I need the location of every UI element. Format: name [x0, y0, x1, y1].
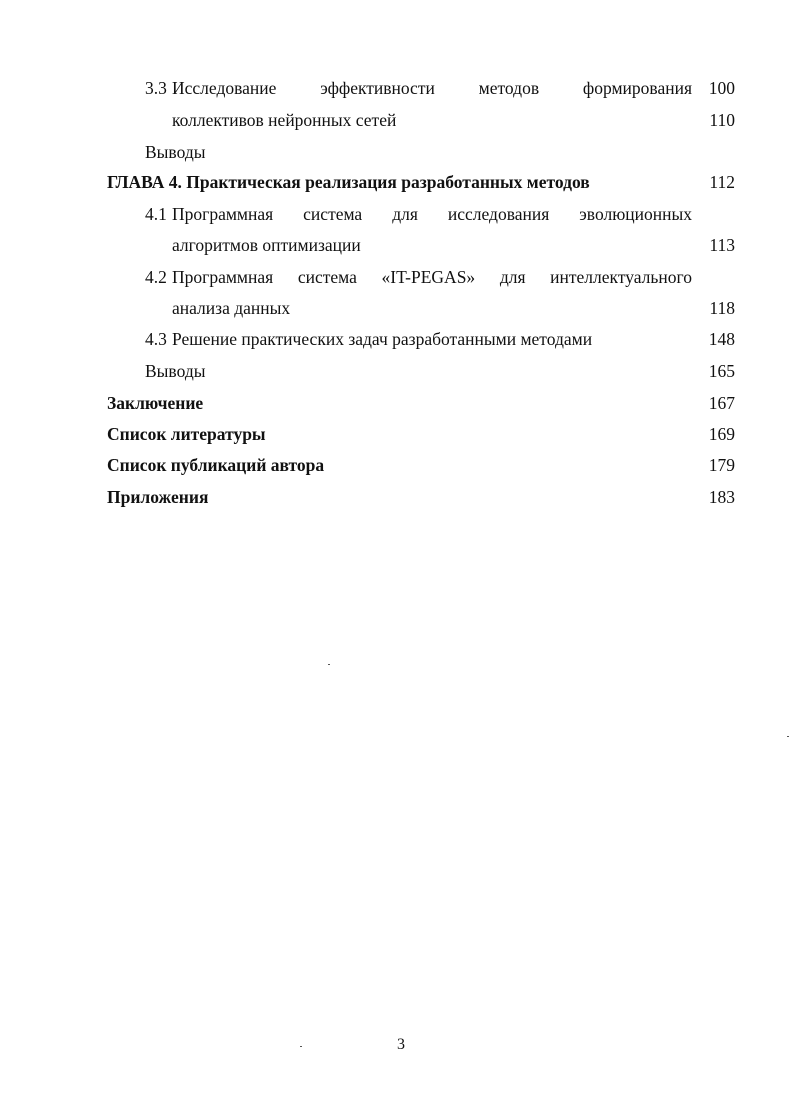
scan-speck — [787, 736, 789, 737]
page-number: 118 — [709, 298, 735, 318]
scan-speck — [300, 1046, 302, 1047]
section-title: Программная система для исследования эволюционных — [172, 204, 692, 224]
toc-entry-3-3-continued[interactable] — [0, 106, 794, 134]
section-title: Решение практических задач разработанными методами — [172, 329, 593, 349]
section-title-continuation: коллективов нейронных сетей — [172, 110, 397, 130]
toc-entry-4-1[interactable] — [0, 200, 794, 228]
page-number: 110 — [709, 110, 735, 130]
chapter-title: Заключение — [107, 393, 204, 413]
section-number: 3.3 — [145, 78, 167, 98]
toc-entry-3-3[interactable] — [0, 74, 794, 102]
toc-entry-publications[interactable] — [0, 451, 794, 479]
page-number: 148 — [708, 329, 735, 349]
page-number: 183 — [708, 487, 735, 507]
toc-entry-references[interactable] — [0, 420, 794, 448]
section-number: 4.2 — [145, 267, 167, 287]
toc-entry-ch4-conclusions[interactable] — [0, 357, 794, 385]
page-number: 112 — [709, 172, 735, 192]
section-title: Исследование эффективности методов формирования — [172, 78, 692, 98]
page-number: 169 — [708, 424, 735, 444]
section-title-continuation: анализа данных — [172, 298, 291, 318]
chapter-title: ГЛАВА 4. Практическая реализация разработанных методов — [107, 172, 590, 192]
toc-entry-4-3[interactable] — [0, 325, 794, 353]
toc-entry-ch3-conclusions[interactable] — [0, 138, 794, 166]
toc-entry-4-1-continued[interactable] — [0, 231, 794, 259]
section-title: Выводы — [145, 142, 206, 162]
page-number: 179 — [708, 455, 735, 475]
page-number: 100 — [708, 78, 735, 98]
chapter-title: Список литературы — [107, 424, 266, 444]
chapter-title: Приложения — [107, 487, 209, 507]
toc-entry-4-2[interactable] — [0, 263, 794, 291]
page-number: 167 — [708, 393, 735, 413]
section-number: 4.3 — [145, 329, 167, 349]
footer-page-number: 3 — [397, 1036, 405, 1053]
scan-speck — [328, 664, 330, 665]
toc-entry-conclusion[interactable] — [0, 389, 794, 417]
section-number: 4.1 — [145, 204, 167, 224]
toc-entry-4-2-continued[interactable] — [0, 294, 794, 322]
toc-entry-chapter-4[interactable] — [0, 168, 794, 196]
chapter-title: Список публикаций автора — [107, 455, 325, 475]
page-number: 113 — [709, 235, 735, 255]
section-title: Программная система «IT-PEGAS» для интеллектуального — [172, 267, 692, 287]
section-title: Выводы — [145, 361, 206, 381]
page-number: 165 — [708, 361, 735, 381]
toc-entry-appendices[interactable] — [0, 483, 794, 511]
section-title-continuation: алгоритмов оптимизации — [172, 235, 361, 255]
